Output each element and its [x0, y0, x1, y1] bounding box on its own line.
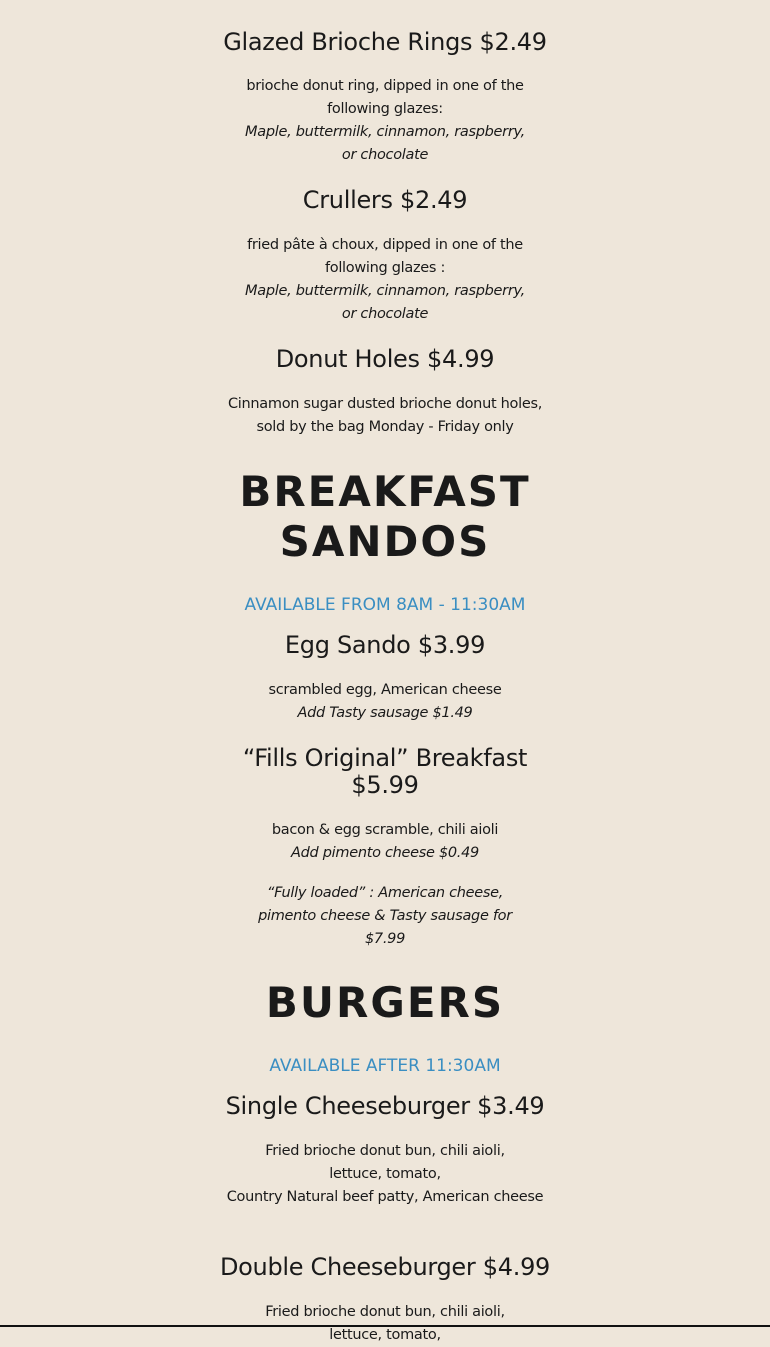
double-cheeseburger-title: Double Cheeseburger $4.99 — [219, 1253, 551, 1281]
burgers-availability: AVAILABLE AFTER 11:30AM — [269, 1056, 501, 1076]
breakfast-heading-line1: BREAKFAST — [239, 467, 531, 516]
single-cheeseburger-title: Single Cheeseburger $3.49 — [225, 1092, 545, 1120]
crullers-description: fried pâte à choux, dipped in one of the following glazes : — [247, 237, 523, 276]
fills-original-title — [215, 745, 555, 799]
fills-fully-loaded: “Fully loaded” : American cheese, pimento cheese & Tasty sausage for $7.99 — [258, 885, 512, 947]
egg-sando-addon: Add Tasty sausage $1.49 — [297, 705, 473, 721]
single-cheeseburger-description: Fried brioche donut bun, chili aioli, lettuce, tomato, — [265, 1143, 505, 1182]
breakfast-sandos-heading — [215, 467, 555, 567]
donut-holes-title: Donut Holes $4.99 — [275, 345, 495, 373]
glazed-brioche-glazes: Maple, buttermilk, cinnamon, raspberry, or chocolate — [245, 124, 525, 163]
single-cheeseburger-patty: Country Natural beef patty, American cheese — [226, 1189, 544, 1205]
crullers-glazes: Maple, buttermilk, cinnamon, raspberry, or chocolate — [245, 283, 525, 322]
burgers-heading: BURGERS — [265, 978, 505, 1027]
fills-original-title-line1: “Fills Original” Breakfast — [242, 744, 528, 772]
egg-sando-title: Egg Sando $3.99 — [284, 631, 486, 659]
egg-sando-description: scrambled egg, American cheese — [268, 682, 502, 698]
fills-original-price: $5.99 — [351, 771, 419, 799]
breakfast-heading-line2: SANDOS — [279, 517, 491, 566]
glazed-brioche-description: brioche donut ring, dipped in one of the following glazes: — [246, 78, 524, 117]
double-cheeseburger-description: Fried brioche donut bun, chili aioli, lettuce, tomato, — [265, 1304, 505, 1343]
crullers-title: Crullers $2.49 — [302, 186, 468, 214]
menu-column — [215, 0, 555, 1347]
fills-original-addon: Add pimento cheese $0.49 — [291, 845, 479, 861]
glazed-brioche-title: Glazed Brioche Rings $2.49 — [223, 28, 547, 56]
breakfast-availability: AVAILABLE FROM 8AM - 11:30AM — [244, 595, 526, 615]
donut-holes-description: Cinnamon sugar dusted brioche donut holes, sold by the bag Monday - Friday only — [227, 396, 543, 435]
fills-original-description: bacon & egg scramble, chili aioli — [271, 822, 499, 838]
